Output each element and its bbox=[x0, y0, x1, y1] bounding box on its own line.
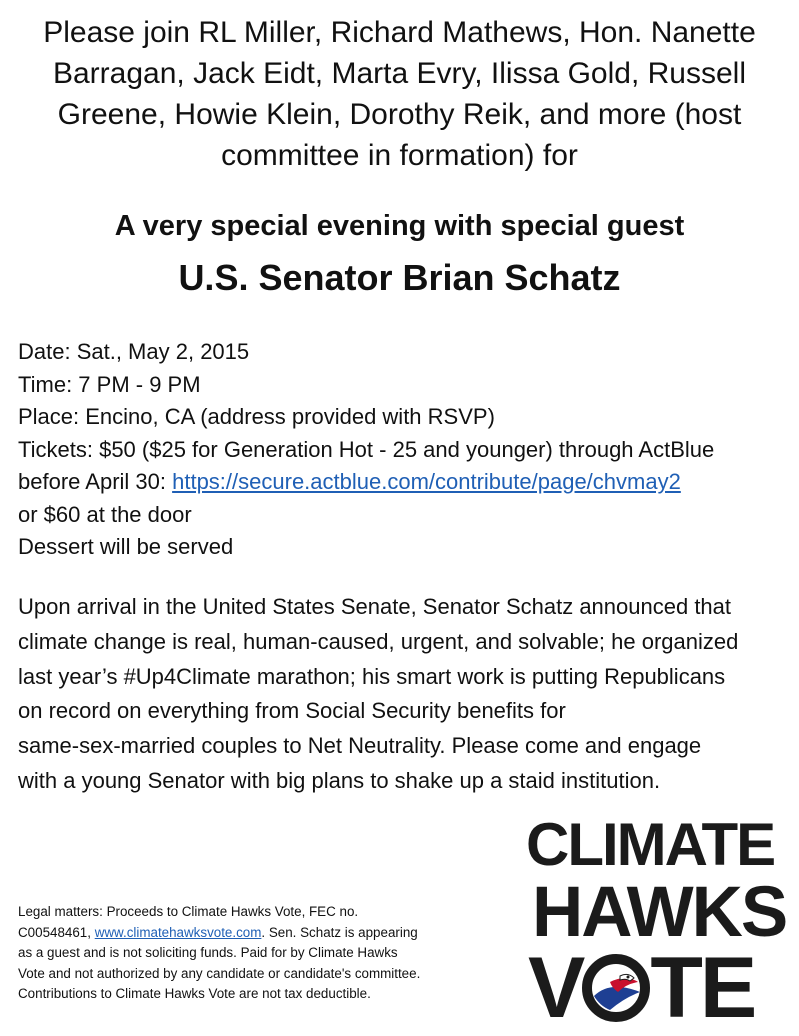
event-subtitle: A very special evening with special guest bbox=[114, 210, 685, 242]
bio-line: with a young Senator with big plans to shake up a staid institution. bbox=[18, 767, 661, 793]
event-time: Time: 7 PM - 9 PM bbox=[18, 371, 201, 397]
event-date: Date: Sat., May 2, 2015 bbox=[18, 339, 250, 364]
logo-word-climate: CLIMATE bbox=[526, 811, 775, 878]
legal-disclaimer bbox=[18, 902, 508, 1005]
event-dessert: Dessert will be served bbox=[18, 534, 234, 559]
logo-letter-v: V bbox=[528, 940, 583, 1036]
eagle-icon bbox=[580, 952, 652, 1024]
senator-bio bbox=[18, 590, 793, 799]
event-details bbox=[18, 336, 793, 564]
actblue-link[interactable]: https://secure.actblue.com/contribute/page/chvmay2 bbox=[172, 469, 681, 494]
intro-line: Greene, Howie Klein, Dorothy Reik, and more (host bbox=[57, 98, 742, 131]
logo-word-vote bbox=[528, 940, 790, 1036]
bio-line: same-sex-married couples to Net Neutrality. Please come and engage bbox=[18, 733, 702, 759]
logo-letters-te: TE bbox=[650, 940, 755, 1036]
bio-line: on record on everything from Social Security benefits for bbox=[18, 698, 566, 724]
event-tickets: Tickets: $50 ($25 for Generation Hot - 25 and younger) through ActBlue bbox=[18, 436, 715, 462]
fec-number: C00548461, bbox=[18, 924, 95, 940]
legal-line: Legal matters: Proceeds to Climate Hawks Vote, FEC no. bbox=[18, 904, 359, 919]
intro-line: committee in formation) for bbox=[221, 139, 578, 172]
guest-title: U.S. Senator Brian Schatz bbox=[178, 257, 621, 298]
event-deadline bbox=[18, 466, 793, 499]
deadline-text: before April 30: bbox=[18, 469, 173, 494]
legal-line: as a guest and is not soliciting funds. Paid for by Climate Hawks bbox=[18, 945, 398, 961]
host-intro bbox=[20, 12, 779, 176]
bio-line: last year’s #Up4Climate marathon; his smart work is putting Republicans bbox=[18, 663, 726, 689]
legal-line: Contributions to Climate Hawks Vote are not tax deductible. bbox=[18, 986, 371, 1002]
legal-line: Vote and not authorized by any candidate or candidate's committee. bbox=[18, 965, 421, 981]
intro-line: Barragan, Jack Eidt, Marta Evry, Ilissa Gold, Russell bbox=[52, 57, 747, 90]
climatehawks-link[interactable]: www.climatehawksvote.com bbox=[94, 924, 262, 940]
intro-line: Please join RL Miller, Richard Mathews, Hon. Nanette bbox=[43, 16, 756, 49]
logo-word-hawks: HAWKS bbox=[532, 873, 787, 952]
event-place: Place: Encino, CA (address provided with RSVP) bbox=[18, 404, 495, 429]
event-door-price: or $60 at the door bbox=[18, 501, 192, 527]
legal-text: . Sen. Schatz is appearing bbox=[261, 924, 418, 940]
bio-line: Upon arrival in the United States Senate, Senator Schatz announced that bbox=[18, 594, 732, 619]
bio-line: climate change is real, human-caused, urgent, and solvable; he organized bbox=[18, 628, 739, 654]
legal-line bbox=[18, 923, 508, 944]
climate-hawks-vote-logo bbox=[520, 811, 790, 1036]
